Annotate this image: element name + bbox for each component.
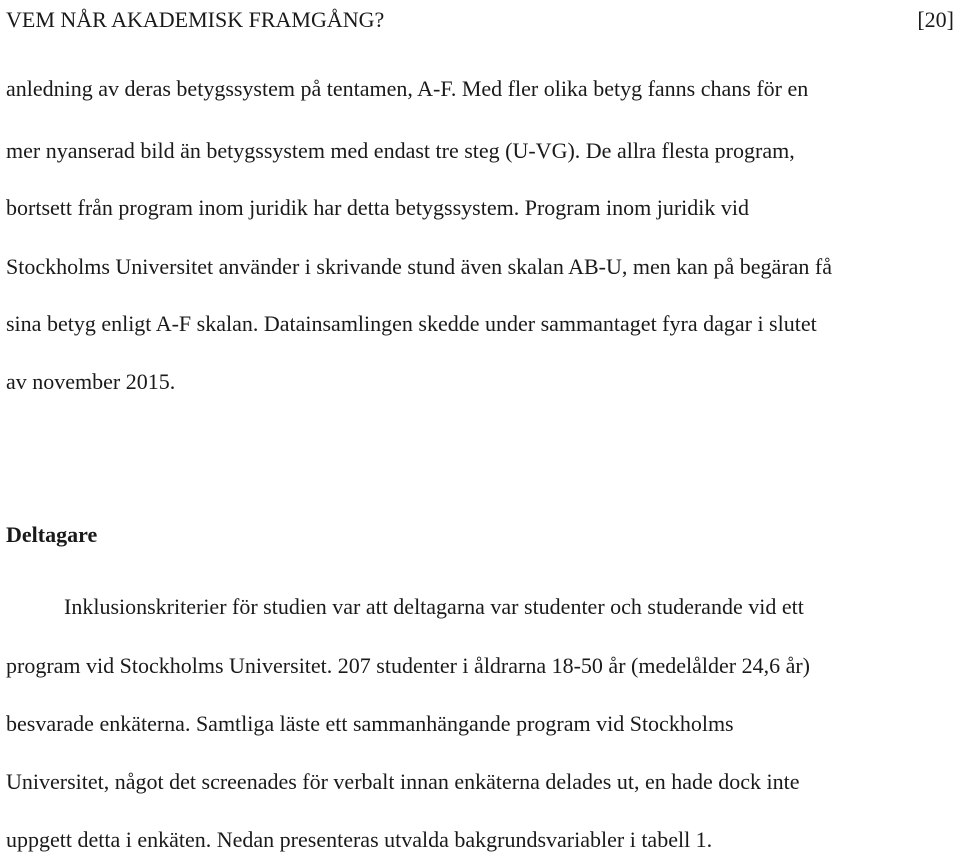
text-line: Inklusionskriterier för studien var att deltagarna var studenter och studerande vid ett xyxy=(64,594,804,619)
text-line: bortsett från program inom juridik har detta betygssystem. Program inom juridik vid xyxy=(6,195,749,220)
page-number: [20] xyxy=(917,7,954,32)
text-line: av november 2015. xyxy=(6,369,176,394)
text-line: sina betyg enligt A-F skalan. Datainsamlingen skedde under sammantaget fyra dagar i slutet xyxy=(6,311,817,336)
text-line: anledning av deras betygssystem på tentamen, A-F. Med fler olika betyg fanns chans för en xyxy=(6,76,809,101)
text-line: program vid Stockholms Universitet. 207 studenter i åldrarna 18-50 år (medelålder 24,6 år) xyxy=(6,653,810,678)
text-line: uppgett detta i enkäten. Nedan presenteras utvalda bakgrundsvariabler i tabell 1. xyxy=(6,827,713,852)
text-line: Universitet, något det screenades för verbalt innan enkäterna delades ut, en hade dock inte xyxy=(6,769,800,794)
text-line: Stockholms Universitet använder i skrivande stund även skalan AB-U, men kan på begäran få xyxy=(6,254,832,279)
page-header xyxy=(6,2,954,38)
text-line: mer nyanserad bild än betygssystem med endast tre steg (U-VG). De allra flesta program, xyxy=(6,138,795,163)
text-line: besvarade enkäterna. Samtliga läste ett sammanhängande program vid Stockholms xyxy=(6,711,734,736)
section-heading: Deltagare xyxy=(6,522,98,547)
running-title: VEM NÅR AKADEMISK FRAMGÅNG? xyxy=(6,7,385,32)
